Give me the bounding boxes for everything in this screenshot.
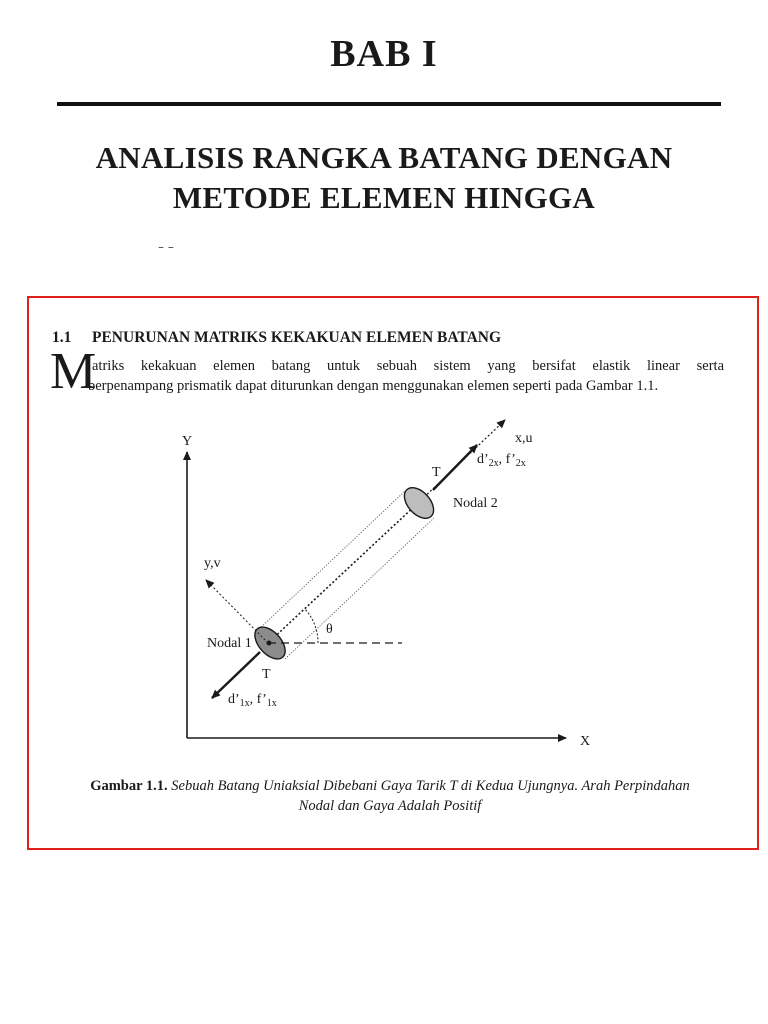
f1-symbol: f’ xyxy=(256,692,267,707)
local-x-label: x,u xyxy=(515,431,533,446)
drop-cap: M xyxy=(50,343,97,400)
d2-subscript: 2x xyxy=(488,458,499,469)
d2-f2-separator: , xyxy=(498,452,506,467)
angle-arc xyxy=(305,609,318,643)
caption-text-1: Sebuah Batang Uniaksial Dibebani Gaya Tarik T di Kedua Ujungnya. Arah Perpindahan xyxy=(171,778,690,794)
local-y-axis xyxy=(206,580,268,643)
f1-subscript: 1x xyxy=(266,698,277,709)
force-label-node-1: T xyxy=(262,667,271,682)
f2-subscript: 2x xyxy=(515,458,526,469)
node-1-label: Nodal 1 xyxy=(207,636,252,651)
paragraph-line-1: atriks kekakuan elemen batang untuk sebuah sistem yang bersifat elastik linear serta xyxy=(92,358,724,374)
angle-label: θ xyxy=(326,622,333,637)
d1-subscript: 1x xyxy=(239,698,250,709)
chapter-title-line-2: METODE ELEMEN HINGGA xyxy=(172,180,596,215)
f2-symbol: f’ xyxy=(505,452,516,467)
d1-f1-separator: , xyxy=(249,692,257,707)
global-x-label: X xyxy=(580,734,591,749)
stray-dash: – – xyxy=(158,240,174,254)
d2-symbol: d’ xyxy=(477,452,489,467)
element-top-edge xyxy=(257,491,405,631)
global-y-label: Y xyxy=(182,434,193,449)
force-label-node-2: T xyxy=(432,465,441,480)
section-title: PENURUNAN MATRIKS KEKAKUAN ELEMEN BATANG xyxy=(92,329,502,346)
d1-symbol: d’ xyxy=(228,692,240,707)
displacement-force-label-node-1 xyxy=(228,692,277,709)
caption-line-1 xyxy=(40,776,740,796)
element-bottom-edge xyxy=(285,518,434,659)
caption-line-2 xyxy=(40,796,740,816)
local-y-label: y,v xyxy=(204,556,221,571)
element-axis xyxy=(268,503,418,643)
figure-caption xyxy=(40,776,740,816)
caption-label: Gambar 1.1. xyxy=(90,778,168,794)
section-number: 1.1 xyxy=(52,329,72,346)
paragraph-line-2: berpenampang prismatik dapat diturunkan dengan menggunakan elemen seperti pada Gambar 1.1. xyxy=(88,378,659,394)
displacement-force-label-node-2 xyxy=(477,452,526,469)
node-2-label: Nodal 2 xyxy=(453,496,498,511)
caption-text-2: Nodal dan Gaya Adalah Positif xyxy=(298,798,482,814)
chapter-title-line-1: ANALISIS RANGKA BATANG DENGAN xyxy=(95,140,673,175)
chapter-heading: BAB I xyxy=(330,33,438,75)
